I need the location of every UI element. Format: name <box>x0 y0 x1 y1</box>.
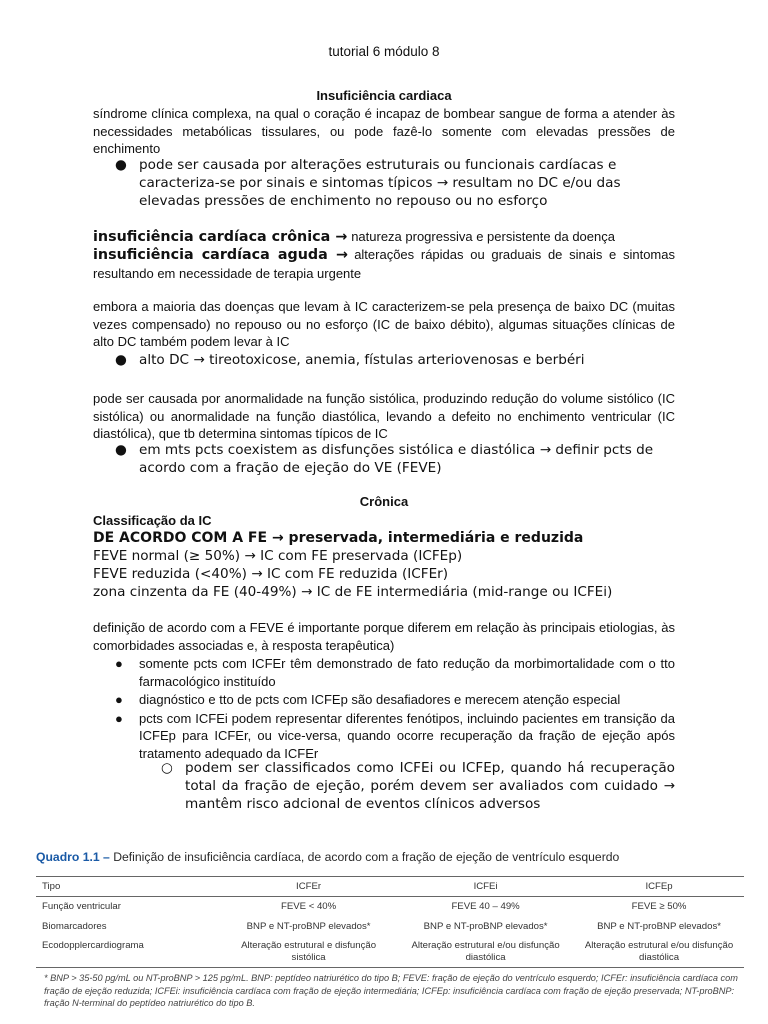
bullet-icon: ● <box>115 692 123 707</box>
list-item: ● pode ser causada por alterações estruturais ou funcionais cardíacas e caracteriza-se por sinais e sintomas típicos → resultam no DC e/ou das elevadas pressões de enchimento no repouso ou no esforço <box>115 157 621 209</box>
table-row <box>36 917 744 937</box>
caption-number: Quadro 1.1 – <box>36 850 110 864</box>
sub-bullet-list <box>93 759 675 813</box>
fe-line-reduced: FEVE reduzida (<40%) → IC com FE reduzida (ICFEr) <box>93 566 449 582</box>
table-cell: Alteração estrutural e disfunção sistólica <box>241 940 377 963</box>
bullet-icon: ● <box>115 157 127 173</box>
table-footnote: * BNP > 35-50 pg/mL ou NT-proBNP > 125 pg/mL. BNP: peptídeo natriurético do tipo B; FEVE: fração de ejeção do ventrículo esquerdo; ICFEr: insuficiência cardíaca com fração de ejeção reduzida; ICFEi: insuficiência cardíaca com fração de ejeção intermediária; ICFEp: insuficiência cardíaca com fração de ejeção preservada; NT-proBNP: fração N-terminal do peptídeo natriurético do tipo B. <box>44 973 738 1008</box>
chronic-bullet-list <box>93 655 675 762</box>
table-cell: BNP e NT-proBNP elevados* <box>246 920 371 932</box>
acute-term: insuficiência cardíaca aguda → <box>93 247 348 263</box>
document-title: tutorial 6 módulo 8 <box>328 44 440 59</box>
section-heart-failure <box>93 88 675 158</box>
fe-classification <box>93 529 675 601</box>
list-item: ● diagnóstico e tto de pcts com ICFEp são desafiadores e merecem atenção especial <box>115 692 621 707</box>
header-cell: ICFEi <box>473 881 498 892</box>
high-output-bullet-list <box>93 351 675 369</box>
section-title: Insuficiência cardiaca <box>316 88 452 103</box>
definition-paragraph: definição de acordo com a FEVE é importante porque diferem em relação às principais etiologias, às comorbidades associadas e, à resposta terapêutica) <box>93 620 675 653</box>
table-cell: Alteração estrutural e/ou disfunção diastólica <box>584 940 734 963</box>
bullet-icon: ● <box>115 352 127 368</box>
chronic-desc: natureza progressiva e persistente da doença <box>351 229 615 244</box>
paragraph-low-output: embora a maioria das doenças que levam à IC caracterizem-se pela presença de baixo DC (muitas vezes compensado) no repouso ou no esforço (IC de baixo débito), algumas situações clínicas de alto DC também podem levar à IC <box>93 299 675 349</box>
fe-heading: DE ACORDO COM A FE → preservada, intermediária e reduzida <box>93 530 584 546</box>
table-caption <box>36 850 744 864</box>
table-cell: Alteração estrutural e/ou disfunção diastólica <box>411 940 560 963</box>
table-cell: Ecodopplercardiograma <box>42 940 144 951</box>
intro-bullet-list <box>93 156 675 210</box>
list-item: ● somente pcts com ICFEr têm demonstrado de fato redução da morbimortalidade com o tto farmacológico instituído <box>115 656 675 689</box>
table-cell: BNP e NT-proBNP elevados* <box>597 920 721 932</box>
bullet-icon: ● <box>115 442 127 458</box>
chronic-term: insuficiência cardíaca crônica → <box>93 229 348 245</box>
fe-line-preserved: FEVE normal (≥ 50%) → IC com FE preservada (ICFEp) <box>93 548 463 564</box>
section-chronic <box>93 494 675 529</box>
acute-desc: alterações rápidas ou graduais de sinais e sintomas resultando em necessidade de terapia urgente <box>93 247 675 281</box>
table-cell: FEVE ≥ 50% <box>631 901 687 912</box>
list-item: ● em mts pcts coexistem as disfunções sistólica e diastólica → definir pcts de acordo com a fração de ejeção do VE (FEVE) <box>115 442 654 476</box>
classification-heading: Classificação da IC <box>93 513 212 528</box>
paragraph-systolic-diastolic: pode ser causada por anormalidade na função sistólica, produzindo redução do volume sistólico (IC sistólica) ou anormalidade na função diastólica, levando a defeito no enchimento ventricular (IC diastólica), que tb determina sintomas típicos de IC <box>93 391 675 441</box>
fe-line-midrange: zona cinzenta da FE (40-49%) → IC de FE intermediária (mid-range ou ICFEi) <box>93 584 613 600</box>
section-title: Crônica <box>359 494 409 509</box>
feve-bullet-list <box>93 441 675 477</box>
intro-paragraph: síndrome clínica complexa, na qual o coração é incapaz de bombear sangue de forma a atender às necessidades metabólicas tissulares, ou pode fazê-lo somente com elevadas pressões de enchimento <box>93 106 675 156</box>
table-cell: BNP e NT-proBNP elevados* <box>423 920 548 932</box>
circle-bullet-icon: ○ <box>161 760 173 776</box>
table-cell: FEVE < 40% <box>280 901 337 912</box>
classification-table <box>36 876 744 968</box>
table-figure <box>36 850 744 1010</box>
list-item: ● pcts com ICFEi podem representar diferentes fenótipos, incluindo pacientes em transição da ICFEp para ICFEr, ou vice-versa, quando ocorre recuperação da fração de ejeção após tratamento adequado da ICFEr <box>115 710 675 761</box>
list-item: ● alto DC → tireotoxicose, anemia, fístulas arteriovenosas e berbéri <box>115 352 585 368</box>
header-cell: Tipo <box>42 881 61 892</box>
bullet-icon: ● <box>115 656 123 671</box>
table-cell: FEVE 40 – 49% <box>451 901 520 912</box>
types-block <box>93 228 675 282</box>
header-cell: ICFEr <box>296 881 322 892</box>
table-cell: Função ventricular <box>42 901 121 912</box>
table-header-row <box>36 877 744 897</box>
list-item: ○ podem ser classificados como ICFEi ou ICFEp, quando há recuperação total da fração de ejeção, porém devem ser avaliados com cuidado → mantêm risco adcional de eventos clínicos adversos <box>161 760 675 812</box>
header-cell: ICFEp <box>645 881 673 892</box>
table-cell: Biomarcadores <box>42 920 107 932</box>
table-row <box>36 897 744 917</box>
table-row <box>36 936 744 968</box>
caption-text: Definição de insuficiência cardíaca, de acordo com a fração de ejeção de ventrículo esquerdo <box>113 850 620 864</box>
bullet-icon: ● <box>115 710 123 726</box>
